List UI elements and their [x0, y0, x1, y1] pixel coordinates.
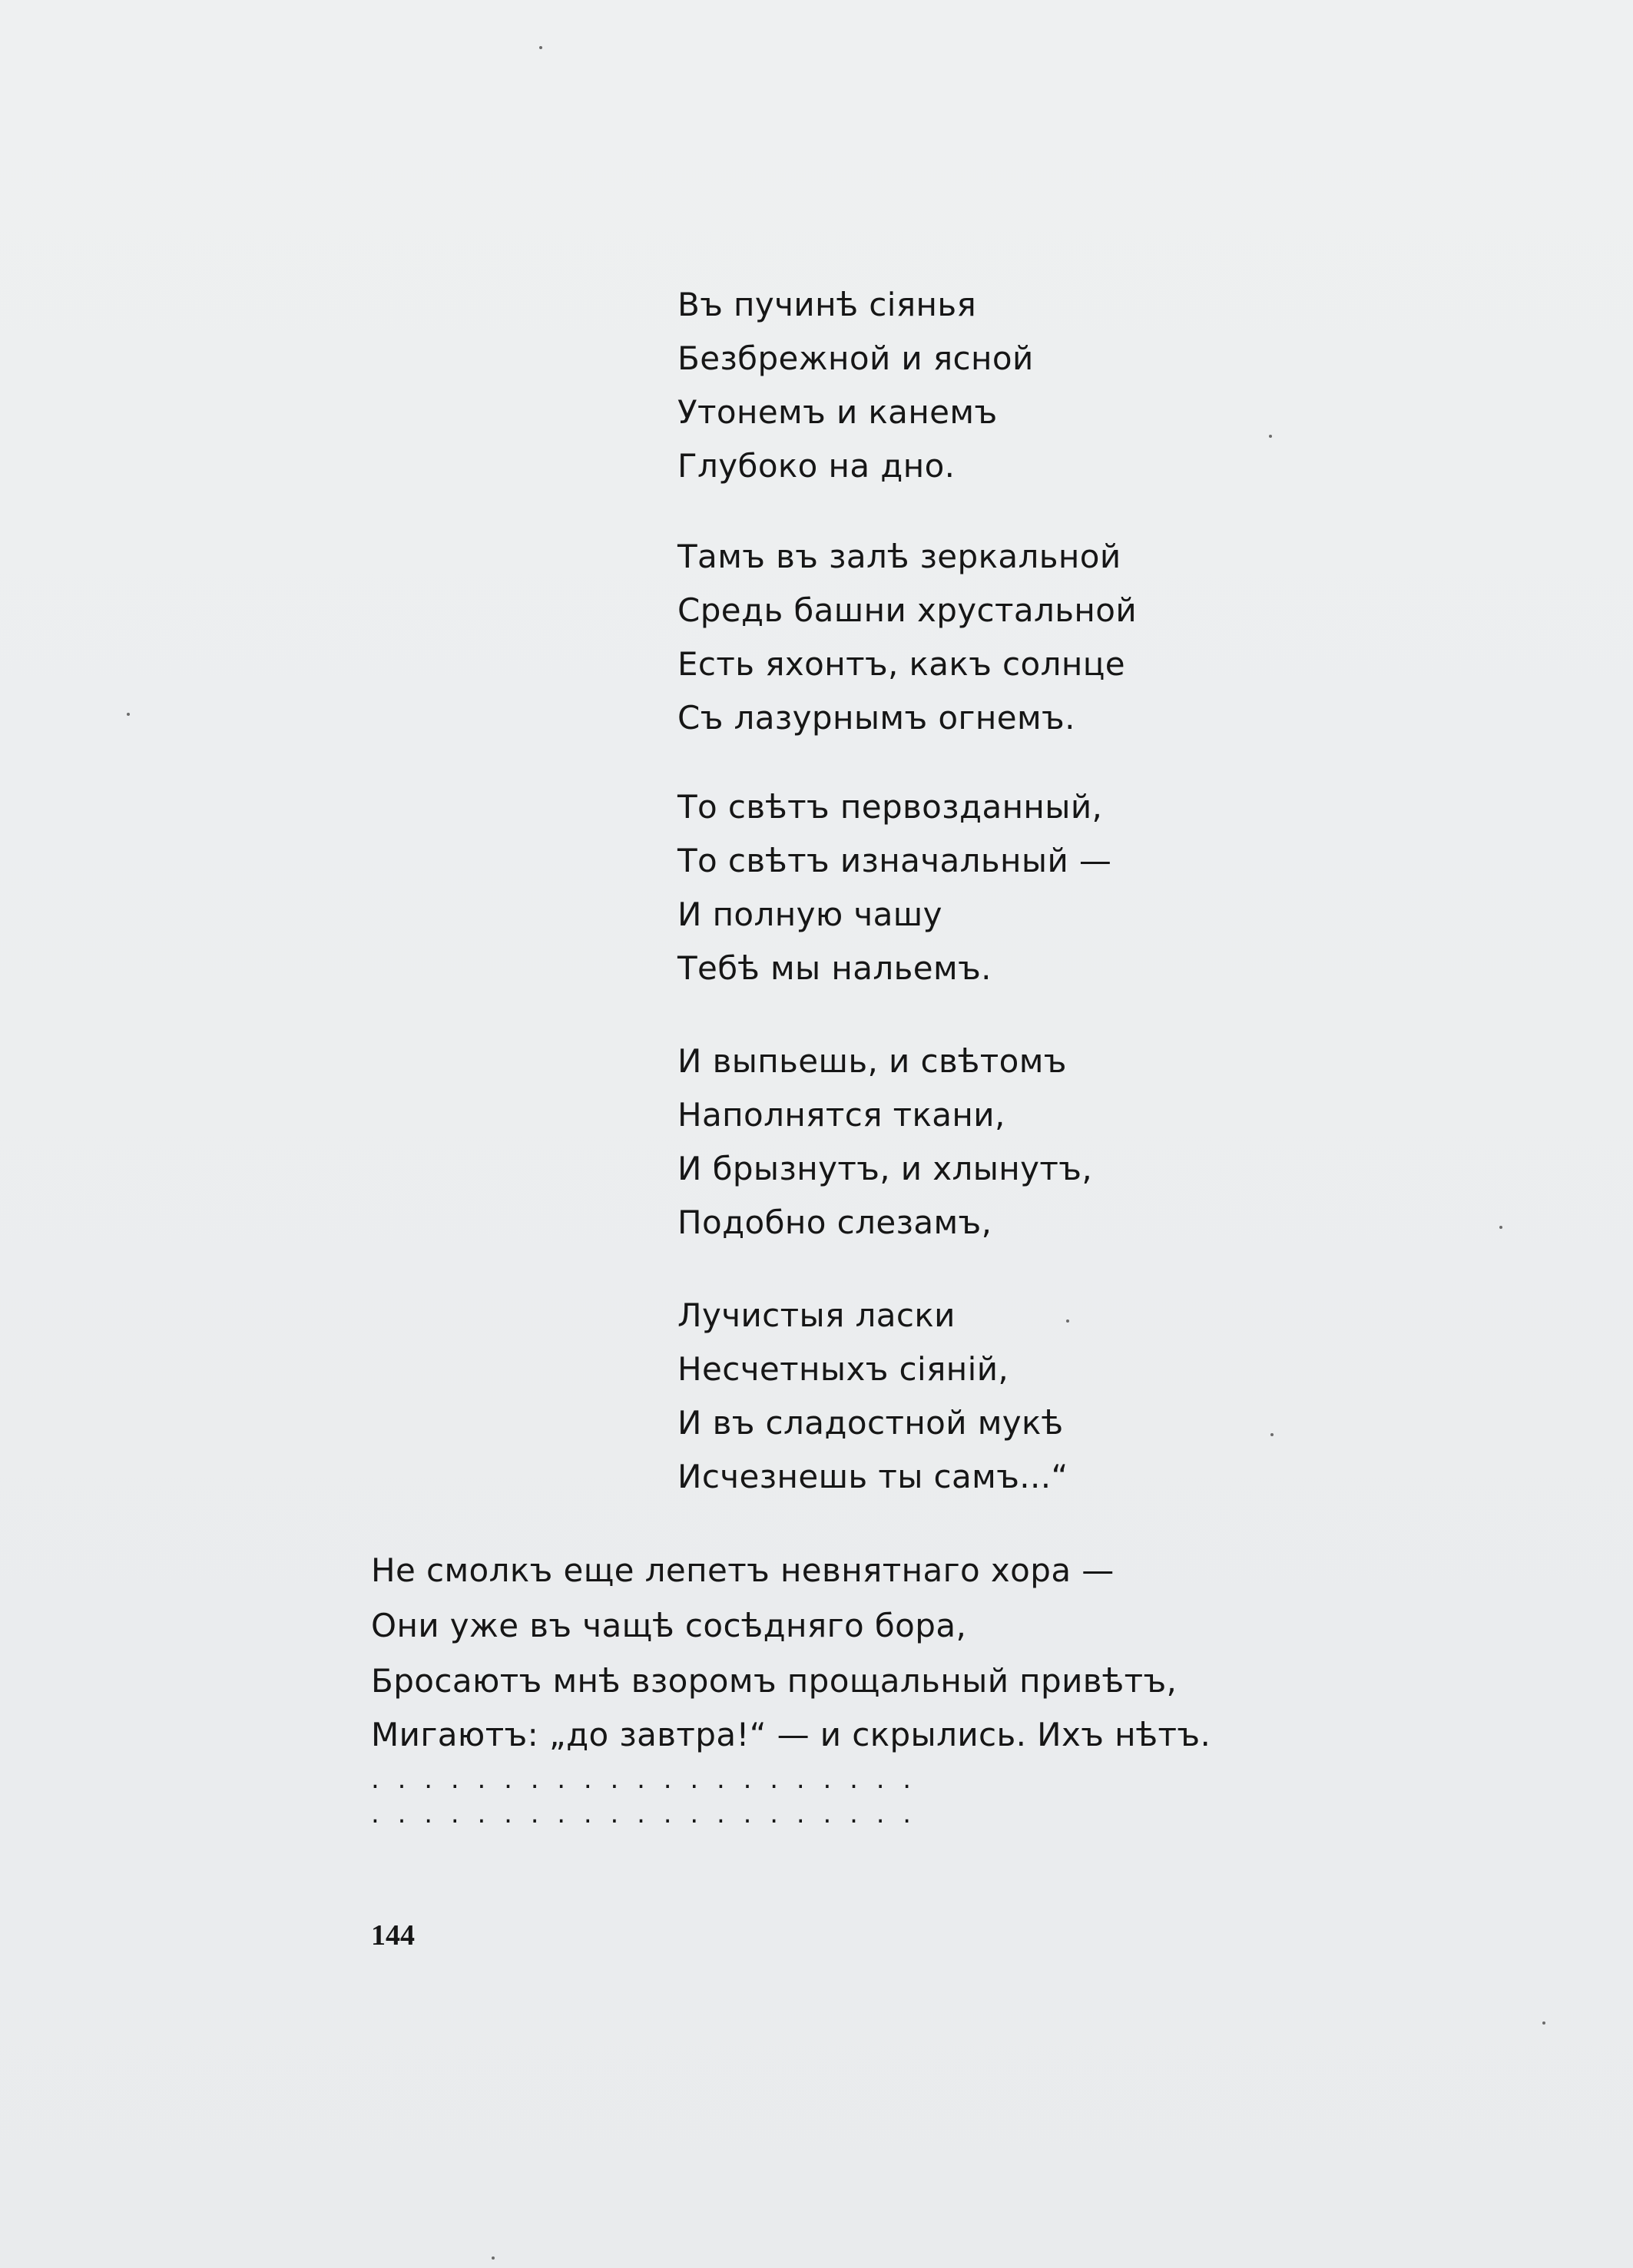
verse-line: Тамъ въ залѣ зеркальной	[677, 538, 1121, 575]
verse-line: Съ лазурнымъ огнемъ.	[677, 699, 1075, 737]
verse-line: Несчетныхъ сіяній,	[677, 1350, 1009, 1388]
verse-line: Мигаютъ: „до завтра!“ — и скрылись. Ихъ нѣтъ.	[371, 1716, 1211, 1753]
verse-line: Подобно слезамъ,	[677, 1204, 992, 1241]
verse-line: Лучистыя ласки	[677, 1296, 956, 1334]
verse-line: То свѣтъ первозданный,	[677, 788, 1103, 826]
paper-speck	[539, 46, 542, 49]
verse-line: То свѣтъ изначальный —	[677, 842, 1112, 879]
paper-speck	[1499, 1226, 1502, 1229]
paper-speck	[492, 2256, 495, 2260]
verse-line: Исчезнешь ты самъ...“	[677, 1458, 1068, 1495]
verse-line: Тебѣ мы нальемъ.	[677, 949, 992, 987]
paper-speck	[1269, 435, 1272, 438]
paper-speck	[1066, 1319, 1069, 1323]
verse-line: Наполнятся ткани,	[677, 1096, 1005, 1134]
verse-line: Средь башни хрустальной	[677, 591, 1138, 629]
ellipsis-row: . . . . . . . . . . . . . . . . . . . . .	[371, 1799, 912, 1829]
verse-line: Они уже въ чащѣ сосѣдняго бора,	[371, 1607, 967, 1644]
verse-line: И полную чашу	[677, 896, 942, 933]
paper-speck	[127, 713, 130, 716]
verse-line: Есть яхонтъ, какъ солнце	[677, 645, 1125, 683]
verse-line: Не смолкъ еще лепетъ невнятнаго хора —	[371, 1551, 1115, 1589]
verse-line: И выпьешь, и свѣтомъ	[677, 1042, 1067, 1080]
verse-line: И въ сладостной мукѣ	[677, 1404, 1064, 1442]
verse-line: Въ пучинѣ сіянья	[677, 286, 977, 323]
verse-line: Бросаютъ мнѣ взоромъ прощальный привѣтъ,	[371, 1662, 1178, 1700]
page-number: 144	[371, 1919, 415, 1952]
ellipsis-row: . . . . . . . . . . . . . . . . . . . . .	[371, 1764, 912, 1795]
paper-speck	[1542, 2021, 1545, 2025]
verse-line: И брызнутъ, и хлынутъ,	[677, 1150, 1093, 1187]
paper-speck	[1270, 1433, 1274, 1436]
verse-line: Утонемъ и канемъ	[677, 393, 998, 431]
verse-line: Безбрежной и ясной	[677, 339, 1034, 377]
verse-line: Глубоко на дно.	[677, 447, 956, 485]
